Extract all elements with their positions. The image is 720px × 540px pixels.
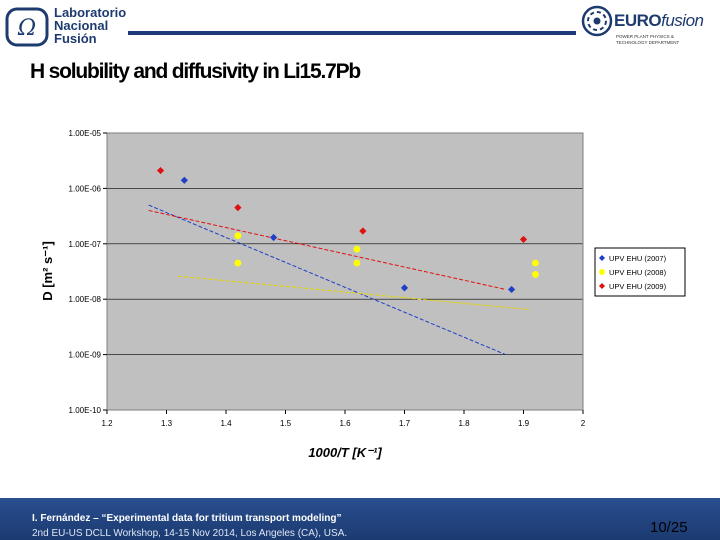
data-point (354, 260, 361, 267)
x-tick-label: 1.6 (339, 419, 351, 428)
y-tick-label: 1.00E-09 (68, 350, 101, 360)
data-point (354, 246, 361, 253)
y-tick-label: 1.00E-05 (68, 129, 101, 138)
x-tick-label: 1.3 (160, 419, 173, 428)
data-point (235, 260, 242, 267)
legend-marker (599, 269, 605, 275)
x-tick-label: 1.2 (101, 419, 113, 428)
x-tick-label: 1.9 (517, 419, 530, 428)
y-axis-label: D [m² s⁻¹] (40, 241, 55, 301)
x-tick-label: 2 (580, 419, 586, 428)
legend-label: UPV EHU (2007) (609, 254, 667, 263)
x-tick-label: 1.7 (398, 419, 411, 428)
y-tick-label: 1.00E-10 (68, 406, 101, 415)
eurofusion-department: POWER PLANT PHYSICS & TECHNOLOGY DEPARTMENT (616, 34, 680, 45)
chart-svg (30, 118, 690, 478)
legend-label: UPV EHU (2008) (609, 268, 667, 277)
data-point (532, 271, 539, 278)
footer-citation: I. Fernández – “Experimental data for tritium transport modeling” (32, 513, 342, 524)
y-tick-label: 1.00E-08 (68, 295, 101, 305)
x-tick-label: 1.8 (458, 419, 470, 428)
eurofusion-logo (580, 4, 720, 54)
eurofusion-logo-icon (580, 4, 614, 38)
eurofusion-brand: EUROfusion (614, 11, 704, 30)
lnf-logo-icon (4, 6, 50, 48)
diffusivity-chart (30, 118, 690, 478)
lnf-logo (4, 4, 134, 48)
y-tick-label: 1.00E-07 (68, 239, 101, 249)
lnf-logo-text: Laboratorio Nacional Fusión (54, 5, 127, 46)
data-point (532, 260, 539, 267)
y-tick-label: 1.00E-06 (68, 184, 101, 194)
x-axis-label: 1000/T [K⁻¹] (308, 445, 382, 460)
footer-bar (0, 498, 720, 540)
plot-area (107, 133, 583, 410)
legend (595, 248, 685, 296)
x-tick-label: 1.4 (220, 419, 232, 428)
data-point (235, 232, 242, 239)
legend-label: UPV EHU (2009) (609, 282, 667, 291)
footer-event: 2nd EU-US DCLL Workshop, 14-15 Nov 2014, Los Angeles (CA), USA. (32, 528, 348, 539)
slide-title: H solubility and diffusivity in Li15.7Pb (30, 60, 361, 83)
header-divider (128, 31, 576, 35)
page-number: 10/25 (650, 519, 688, 536)
x-tick-label: 1.5 (279, 419, 292, 428)
svg-text:Ω: Ω (17, 16, 37, 41)
